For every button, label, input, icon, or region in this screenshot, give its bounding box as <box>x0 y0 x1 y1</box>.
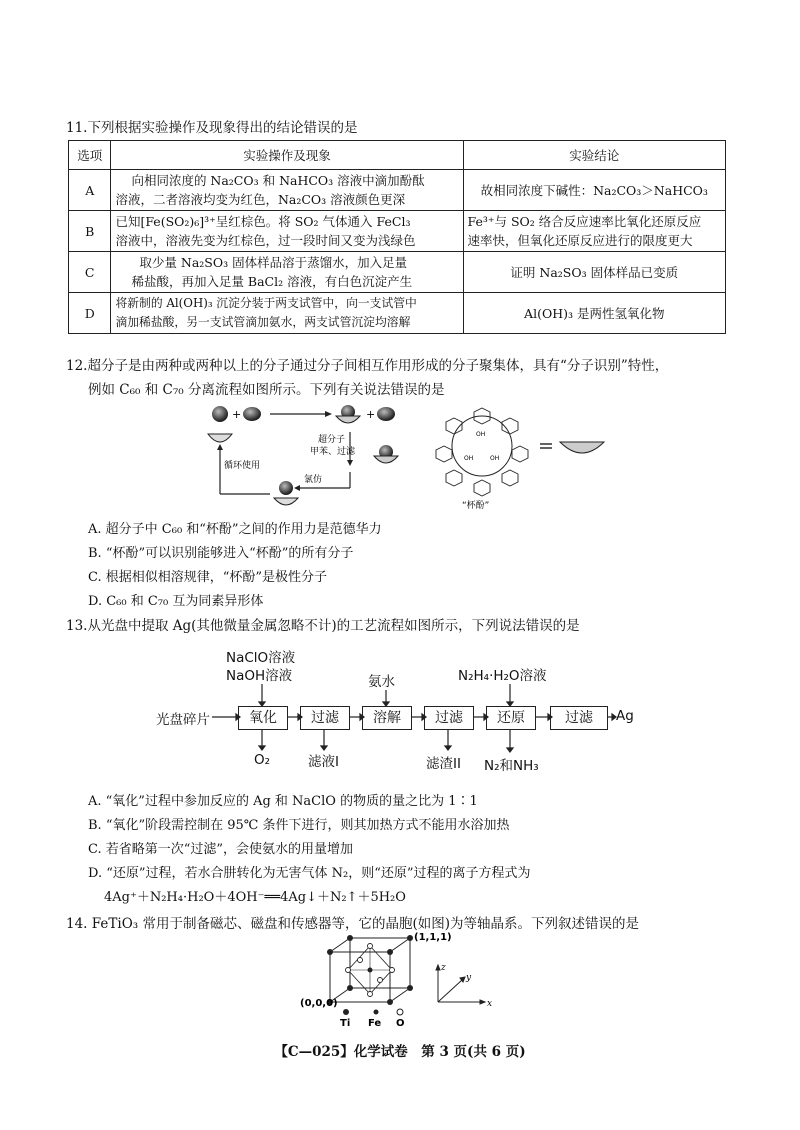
axis-x-label: x <box>487 999 493 1009</box>
label-calixarene: “杯酚” <box>462 501 490 510</box>
q12-option-d: D. C₆₀ 和 C₇₀ 互为同素异形体 <box>88 594 264 609</box>
flow-start: 光盘碎片 <box>156 712 210 728</box>
op-line: 稀盐酸，再加入足量 BaCl₂ 溶液，有白色沉淀产生 <box>131 274 413 289</box>
reagent-ammonia: 氨水 <box>368 674 395 690</box>
oh-label: OH <box>476 431 486 438</box>
step-reduce: 还原 <box>486 706 536 730</box>
reagent-hydrazine: N₂H₄·H₂O溶液 <box>458 668 547 684</box>
op-line: 取少量 Na₂SO₃ 固体样品溶于蒸馏水，加入足量 <box>139 255 408 270</box>
op-line: 溶液，二者溶液均变为红色，Na₂CO₃ 溶液颜色更深 <box>115 192 406 207</box>
coord-000: (0,0,0) <box>300 998 338 1009</box>
q12-stem-line2: 例如 C₆₀ 和 C₇₀ 分离流程如图所示。下列有关说法错误的是 <box>88 382 445 398</box>
concl-line: 故相同浓度下碱性：Na₂CO₃＞NaHCO₃ <box>480 182 708 198</box>
legend-ti-marker <box>343 1009 349 1015</box>
legend-fe-marker <box>374 1010 379 1015</box>
q12-option-a: A. 超分子中 C₆₀ 和“杯酚”之间的作用力是范德华力 <box>88 522 382 537</box>
legend-ti: Ti <box>340 1018 351 1026</box>
oh-label: OH <box>464 455 474 462</box>
out-oxygen: O₂ <box>254 752 271 768</box>
q12-stem-line1: 12.超分子是由两种或两种以上的分子通过分子间相互作用形成的分子聚集体，具有“分子识别”特性， <box>66 358 669 374</box>
reagent-naoh: NaOH溶液 <box>226 668 293 684</box>
header-operation: 实验操作及现象 <box>111 141 463 170</box>
coord-111: (1,1,1) <box>414 932 452 943</box>
header-conclusion: 实验结论 <box>463 141 725 170</box>
legend-fe: Fe <box>368 1018 382 1026</box>
q13-option-b: B. “氧化”阶段需控制在 95℃ 条件下进行，则其加热方式不能用水浴加热 <box>88 818 510 833</box>
q12-option-b: B. “杯酚”可以识别能够进入“杯酚”的所有分子 <box>88 546 354 561</box>
q14-stem: 14. FeTiO₃ 常用于制备磁芯、磁盘和传感器等，它的晶胞(如图)为等轴晶系。下列叙述错误的是 <box>66 916 640 932</box>
q11-stem: 11.下列根据实验操作及现象得出的结论错误的是 <box>66 120 358 136</box>
step-dissolve: 溶解 <box>362 706 412 730</box>
q13-option-c: C. 若省略第一次“过滤”，会使氨水的用量增加 <box>88 842 354 857</box>
op-line: 滴加稀盐酸，另一支试管滴加氨水，两支试管沉淀均溶解 <box>115 315 411 329</box>
q13-option-a: A. “氧化”过程中参加反应的 Ag 和 NaClO 的物质的量之比为 1∶1 <box>88 794 478 809</box>
page-footer: 【C—025】化学试卷 第 3 页(共 6 页) <box>274 1044 526 1060</box>
plus-sign: + <box>232 408 242 421</box>
step-filter-1: 过滤 <box>300 706 350 730</box>
row-option: C <box>69 252 111 293</box>
op-line: 向相同浓度的 Na₂CO₃ 和 NaHCO₃ 溶液中滴加酚酞 <box>131 173 425 188</box>
axis-y-label: y <box>466 973 472 983</box>
step-filter-2: 过滤 <box>424 706 474 730</box>
reagent-naclo: NaClO溶液 <box>226 650 296 666</box>
label-toluene-filter: 甲苯、过滤 <box>310 447 356 457</box>
plus-sign-2: + <box>366 408 376 421</box>
q13-option-d: D. “还原”过程，若水合肼转化为无害气体 N₂，则“还原”过程的离子方程式为 <box>88 866 531 881</box>
q12-option-c: C. 根据相似相溶规律，“杯酚”是极性分子 <box>88 570 328 585</box>
label-chloroform: 氯仿 <box>304 475 323 485</box>
row-option: A <box>69 170 111 211</box>
out-n2-nh3: N₂和NH₃ <box>484 758 539 774</box>
header-option: 选项 <box>69 141 111 170</box>
op-line: 将新制的 Al(OH)₃ 沉淀分装于两支试管中，向一支试管中 <box>115 296 417 310</box>
out-residue-2: 滤渣II <box>426 756 461 772</box>
out-filtrate-1: 滤液I <box>308 754 339 770</box>
label-supramolecule: 超分子 <box>318 435 346 445</box>
concl-line: 证明 Na₂SO₃ 固体样品已变质 <box>510 264 679 280</box>
label-recycle: 循环使用 <box>224 461 261 471</box>
q14-unit-cell-figure <box>300 930 500 1026</box>
q13-equation: 4Ag⁺＋N₂H₄·H₂O＋4OH⁻══4Ag↓＋N₂↑＋5H₂O <box>104 890 406 905</box>
op-line: 溶液中，溶液先变为红棕色，过一段时间又变为浅绿色 <box>115 233 416 248</box>
flow-end: Ag <box>616 708 634 724</box>
concl-line: Fe³⁺与 SO₂ 络合反应速率比氧化还原反应 <box>467 214 702 229</box>
op-line: 已知[Fe(SO₂)₆]³⁺呈红棕色。将 SO₂ 气体通入 FeCl₃ <box>115 214 411 229</box>
legend-o: O <box>396 1018 405 1026</box>
oh-label: OH <box>490 455 500 462</box>
step-filter-3: 过滤 <box>550 706 608 730</box>
row-option: D <box>69 293 111 334</box>
concl-line: Al(OH)₃ 是两性氢氧化物 <box>524 305 665 321</box>
fe-atom <box>368 968 373 973</box>
legend-o-marker <box>397 1009 403 1015</box>
row-option: B <box>69 211 111 252</box>
q13-stem: 13.从光盘中提取 Ag(其他微量金属忽略不计)的工艺流程如图所示，下列说法错误的是 <box>66 618 580 634</box>
step-oxidation: 氧化 <box>238 706 288 730</box>
concl-line: 速率快，但氧化还原反应进行的限度更大 <box>467 233 693 248</box>
axis-z-label: z <box>441 963 446 973</box>
